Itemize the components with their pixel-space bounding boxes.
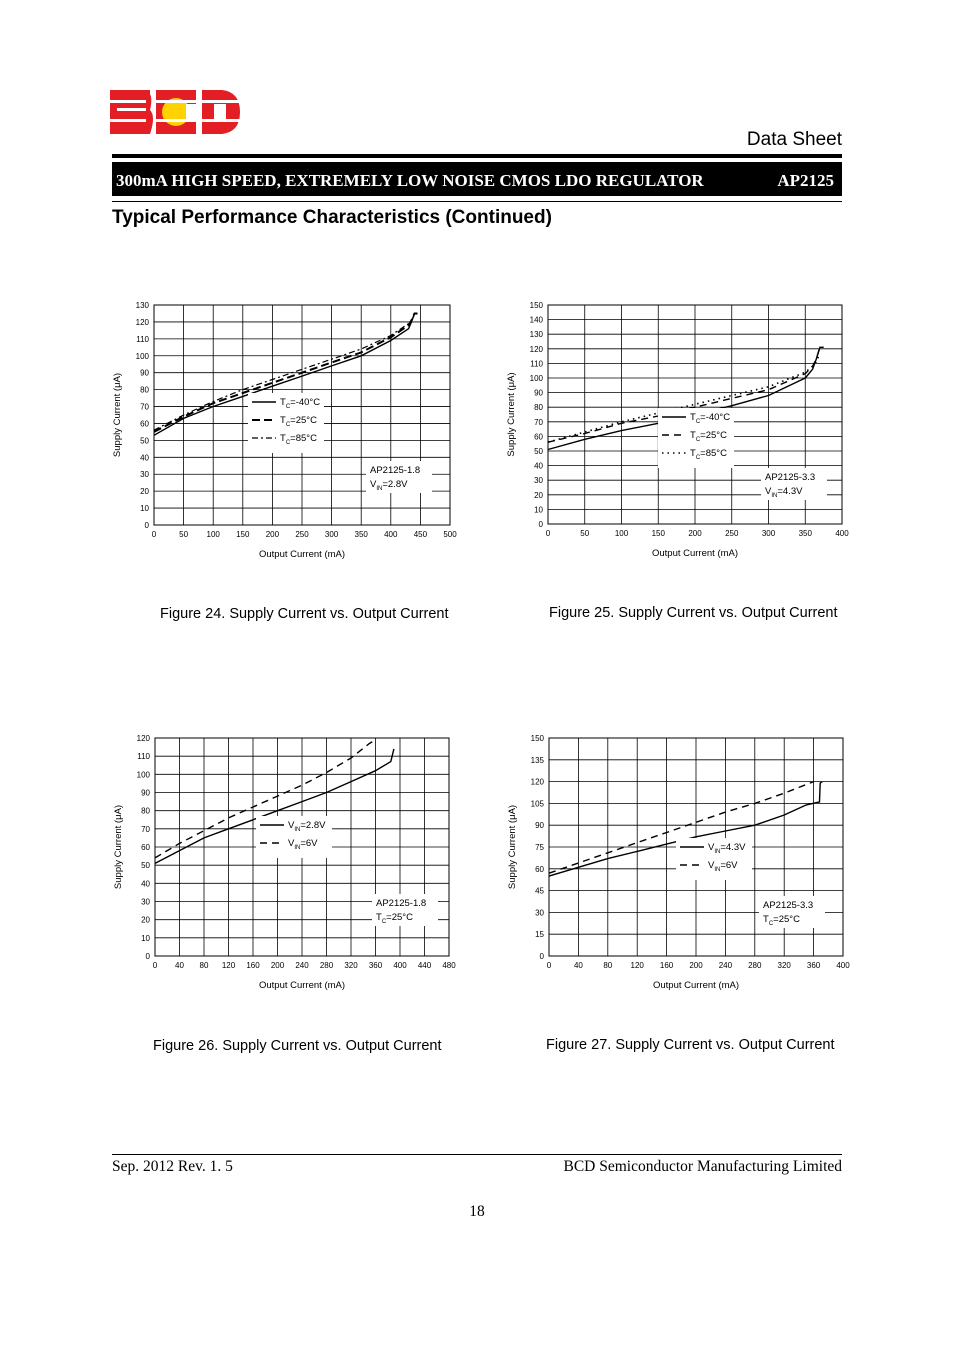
chart0-legend-label-1: $T_C=25^\circ C$ bbox=[280, 415, 317, 428]
chart3-annotation-rest: =25°C bbox=[773, 914, 800, 925]
chart0-xtick-label-3: 150 bbox=[236, 530, 250, 539]
footer-date-rev: Sep. 2012 Rev. 1. 5 bbox=[112, 1158, 233, 1175]
chart0-legend-rest-1: =25°C bbox=[290, 415, 317, 426]
chart1-legend-label-1: $T_C=25^\circ C$ bbox=[690, 430, 727, 443]
chart0-legend-sub-0: C bbox=[285, 404, 291, 410]
chart1-ytick-label-11: 110 bbox=[530, 359, 543, 369]
chart0-legend-label-0: $T_C=-40^\circ C$ bbox=[280, 397, 321, 410]
chart1-annotation-line2: $V_{IN}=4.3V$ bbox=[765, 486, 803, 499]
chart1-ytick-label-3: 30 bbox=[534, 476, 543, 486]
title-banner bbox=[112, 162, 842, 196]
chart2-ytick-label-8: 80 bbox=[141, 806, 150, 816]
chart0-xtick-label-8: 400 bbox=[384, 530, 398, 539]
chart1-xlabel: Output Current (mA) bbox=[651, 548, 739, 559]
chart3-annotation-line1: AP2125-3.3 bbox=[763, 900, 814, 911]
chart0-legend-rest-0: =-40°C bbox=[290, 397, 321, 408]
chart1-ytick-label-8: 80 bbox=[534, 403, 543, 413]
chart-figure-27 bbox=[495, 728, 875, 1003]
chart0-xtick-label-7: 350 bbox=[354, 530, 368, 539]
chart1-ytick-label-0: 0 bbox=[538, 520, 543, 529]
chart3-ytick-label-6: 90 bbox=[535, 821, 544, 831]
chart1-xtick-label-6: 300 bbox=[761, 529, 776, 538]
chart2-xtick-label-2: 80 bbox=[199, 961, 209, 970]
chart0-ytick-label-9: 90 bbox=[140, 368, 149, 378]
chart3-xlabel: Output Current (mA) bbox=[652, 980, 740, 991]
chart2-ytick-label-1: 10 bbox=[141, 933, 150, 943]
logo-text: BCD bbox=[110, 88, 113, 89]
header-underline bbox=[112, 201, 842, 202]
chart0-legend-label-2: $T_C=85^\circ C$ bbox=[280, 433, 317, 446]
chart2-xtick-label-5: 200 bbox=[270, 961, 285, 970]
chart0-ytick-label-11: 110 bbox=[136, 334, 149, 344]
chart0-ytick-label-7: 70 bbox=[140, 402, 149, 412]
chart-figure-24 bbox=[100, 295, 480, 570]
chart3-xtick-label-10: 400 bbox=[836, 961, 850, 970]
chart0-xtick-label-9: 450 bbox=[413, 530, 428, 539]
chart2-ytick-label-0: 0 bbox=[145, 952, 150, 961]
chart3-annotation-line2: $T_C=25^\circ C$ bbox=[763, 914, 800, 927]
chart3-xtick-label-2: 80 bbox=[603, 961, 613, 970]
chart3-legend-rest-0: =4.3V bbox=[720, 842, 746, 853]
chart1-legend-sub-0: C bbox=[695, 419, 701, 425]
chart0-legend-sub-2: C bbox=[285, 440, 291, 446]
chart3-xtick-label-5: 200 bbox=[689, 961, 703, 970]
caption-figure-24: Figure 24. Supply Current vs. Output Current bbox=[160, 606, 449, 622]
chart3-legend-sub-1: IN bbox=[714, 867, 721, 873]
chart0-ytick-label-10: 100 bbox=[135, 351, 149, 361]
chart2-ytick-label-4: 40 bbox=[141, 879, 150, 889]
chart1-legend-rest-1: =25°C bbox=[700, 430, 727, 441]
chart2-xtick-label-11: 440 bbox=[417, 961, 432, 970]
chart3-ytick-label-4: 60 bbox=[535, 864, 544, 874]
product-title: 300mA HIGH SPEED, EXTREMELY LOW NOISE CMOS LDO REGULATOR bbox=[116, 171, 704, 190]
chart2-ytick-label-7: 70 bbox=[141, 824, 150, 834]
chart0-xtick-label-10: 500 bbox=[443, 530, 457, 539]
chart0-legend-sub-1: C bbox=[285, 422, 291, 428]
chart0-xtick-label-4: 200 bbox=[265, 530, 280, 539]
bcd-logo bbox=[110, 88, 242, 136]
chart3-legend-label-1: $V_{IN}=6V$ bbox=[708, 860, 738, 873]
chart2-ytick-label-5: 50 bbox=[141, 861, 150, 871]
chart0-ytick-label-13: 130 bbox=[135, 301, 149, 310]
chart2-xtick-label-7: 280 bbox=[319, 961, 334, 970]
chart0-ytick-label-12: 120 bbox=[135, 317, 149, 327]
chart0-ytick-label-2: 20 bbox=[140, 487, 149, 497]
footer-company: BCD Semiconductor Manufacturing Limited bbox=[563, 1158, 842, 1175]
section-title: Typical Performance Characteristics (Continued) bbox=[112, 207, 552, 228]
chart1-ytick-label-7: 70 bbox=[534, 417, 543, 427]
chart1-ytick-label-12: 120 bbox=[529, 344, 543, 354]
chart3-annotation-sub: C bbox=[768, 921, 774, 927]
chart3-ytick-label-7: 105 bbox=[530, 799, 544, 809]
chart2-ytick-label-2: 20 bbox=[141, 915, 150, 925]
chart3-xtick-label-4: 160 bbox=[659, 961, 674, 970]
chart0-annotation-rest: =2.8V bbox=[382, 479, 408, 490]
chart0-ytick-label-1: 10 bbox=[140, 504, 149, 514]
chart1-ytick-label-15: 150 bbox=[529, 301, 543, 310]
chart0-legend-rest-2: =85°C bbox=[290, 433, 317, 444]
chart1-ytick-label-13: 130 bbox=[529, 330, 543, 340]
chart1-xtick-label-0: 0 bbox=[545, 529, 551, 538]
chart2-ytick-label-9: 90 bbox=[141, 788, 150, 798]
chart1-annotation-sub: IN bbox=[771, 493, 778, 499]
chart2-annotation-line1: AP2125-1.8 bbox=[376, 898, 427, 909]
chart3-legend-sub-0: IN bbox=[714, 849, 721, 855]
chart3-ytick-label-8: 120 bbox=[530, 777, 544, 787]
chart0-ytick-label-3: 30 bbox=[140, 470, 149, 480]
chart3-ytick-label-9: 135 bbox=[530, 755, 544, 765]
chart3-xtick-label-9: 360 bbox=[806, 961, 821, 970]
chart1-ylabel: Supply Current (μA) bbox=[506, 372, 517, 457]
chart1-ytick-label-1: 10 bbox=[534, 505, 543, 515]
chart1-xtick-label-8: 400 bbox=[835, 529, 849, 538]
chart1-legend-sub-1: C bbox=[695, 437, 701, 443]
chart3-xtick-label-0: 0 bbox=[546, 961, 552, 970]
chart0-annotation-line1: AP2125-1.8 bbox=[370, 465, 421, 476]
chart1-xtick-label-5: 250 bbox=[725, 529, 739, 538]
chart3-xtick-label-7: 280 bbox=[748, 961, 762, 970]
chart0-xtick-label-5: 250 bbox=[295, 530, 309, 539]
part-number: AP2125 bbox=[777, 171, 834, 190]
chart0-xtick-label-0: 0 bbox=[151, 530, 157, 539]
chart1-xtick-label-7: 350 bbox=[798, 529, 812, 538]
chart1-legend-label-0: $T_C=-40^\circ C$ bbox=[690, 412, 731, 425]
chart2-xtick-label-8: 320 bbox=[344, 961, 358, 970]
chart1-ytick-label-6: 60 bbox=[534, 432, 543, 442]
chart2-ytick-label-10: 100 bbox=[136, 770, 150, 780]
chart1-xtick-label-3: 150 bbox=[651, 529, 665, 538]
chart-figure-26 bbox=[100, 728, 480, 1003]
chart1-ytick-label-14: 140 bbox=[529, 315, 543, 325]
chart2-xtick-label-9: 360 bbox=[368, 961, 383, 970]
chart1-xtick-label-2: 100 bbox=[614, 529, 629, 538]
chart2-legend-label-0: $V_{IN}=2.8V$ bbox=[288, 820, 326, 833]
chart3-ytick-label-0: 0 bbox=[539, 952, 544, 961]
chart3-ytick-label-3: 45 bbox=[535, 886, 544, 896]
chart0-ytick-label-6: 60 bbox=[140, 419, 149, 429]
chart3-xtick-label-3: 120 bbox=[630, 961, 644, 970]
caption-figure-27: Figure 27. Supply Current vs. Output Current bbox=[546, 1037, 835, 1053]
chart1-ytick-label-5: 50 bbox=[534, 447, 543, 456]
chart2-annotation-rest: =25°C bbox=[386, 912, 413, 923]
chart2-xtick-label-10: 400 bbox=[393, 961, 407, 970]
chart2-legend-sub-0: IN bbox=[294, 827, 301, 833]
chart1-legend-rest-2: =85°C bbox=[700, 448, 727, 459]
chart0-xtick-label-1: 50 bbox=[179, 530, 189, 539]
chart1-xtick-label-1: 50 bbox=[580, 529, 590, 538]
chart2-xlabel: Output Current (mA) bbox=[258, 980, 346, 991]
chart0-xtick-label-2: 100 bbox=[206, 530, 220, 539]
chart1-xtick-label-4: 200 bbox=[688, 529, 702, 538]
chart1-legend-sub-2: C bbox=[695, 455, 701, 461]
chart0-xlabel: Output Current (mA) bbox=[258, 549, 346, 560]
caption-figure-25: Figure 25. Supply Current vs. Output Current bbox=[549, 605, 838, 621]
chart2-legend-label-1: $V_{IN}=6V$ bbox=[288, 838, 318, 851]
chart0-annotation-line2: $V_{IN}=2.8V$ bbox=[370, 479, 408, 492]
chart2-xtick-label-4: 160 bbox=[246, 961, 260, 970]
chart3-ytick-label-1: 15 bbox=[535, 930, 544, 940]
chart2-xtick-label-12: 480 bbox=[442, 961, 456, 970]
chart3-ylabel: Supply Current (μA) bbox=[507, 804, 518, 890]
doc-type-label: Data Sheet bbox=[746, 129, 842, 150]
chart1-ytick-label-9: 90 bbox=[534, 388, 543, 398]
chart-figure-25 bbox=[495, 295, 875, 570]
chart3-ytick-label-2: 30 bbox=[535, 908, 544, 918]
chart2-ytick-label-3: 30 bbox=[141, 897, 150, 907]
chart2-annotation-line2: $T_C=25^\circ C$ bbox=[376, 912, 413, 925]
chart3-xtick-label-8: 320 bbox=[777, 961, 791, 970]
chart0-ytick-label-5: 50 bbox=[140, 436, 149, 446]
chart1-annotation-rest: =4.3V bbox=[777, 486, 803, 497]
caption-figure-26: Figure 26. Supply Current vs. Output Current bbox=[153, 1038, 442, 1054]
chart2-legend-rest-1: =6V bbox=[300, 838, 318, 849]
chart2-ylabel: Supply Current (μA) bbox=[113, 804, 124, 890]
footer-rule bbox=[112, 1154, 842, 1155]
chart1-ytick-label-2: 20 bbox=[534, 490, 543, 500]
chart2-xtick-label-0: 0 bbox=[152, 961, 158, 970]
chart0-ytick-label-8: 80 bbox=[140, 385, 149, 395]
chart2-ytick-label-12: 120 bbox=[136, 734, 150, 743]
chart3-legend-rest-1: =6V bbox=[720, 860, 738, 871]
chart2-xtick-label-3: 120 bbox=[221, 961, 236, 970]
chart0-ytick-label-4: 40 bbox=[140, 453, 149, 463]
chart1-ytick-label-10: 100 bbox=[529, 374, 543, 383]
chart0-xtick-label-6: 300 bbox=[324, 530, 339, 539]
header-rule bbox=[112, 154, 842, 158]
chart0-annotation-sub: IN bbox=[376, 486, 383, 492]
chart0-ytick-label-0: 0 bbox=[144, 521, 149, 530]
chart2-legend-sub-1: IN bbox=[294, 845, 301, 851]
chart1-ytick-label-4: 40 bbox=[534, 461, 543, 471]
chart1-legend-label-2: $T_C=85^\circ C$ bbox=[690, 448, 727, 461]
chart3-legend-label-0: $V_{IN}=4.3V$ bbox=[708, 842, 746, 855]
chart3-ytick-label-10: 150 bbox=[530, 734, 544, 743]
chart2-ytick-label-6: 60 bbox=[141, 843, 150, 852]
chart3-ytick-label-5: 75 bbox=[535, 843, 544, 852]
chart1-annotation-line1: AP2125-3.3 bbox=[765, 472, 816, 483]
chart3-xtick-label-6: 240 bbox=[718, 961, 733, 970]
chart3-xtick-label-1: 40 bbox=[573, 961, 583, 970]
chart2-xtick-label-6: 240 bbox=[295, 961, 309, 970]
chart2-ytick-label-11: 110 bbox=[137, 752, 150, 762]
chart2-xtick-label-1: 40 bbox=[175, 961, 184, 970]
page-number: 18 bbox=[469, 1203, 485, 1220]
chart1-legend-rest-0: =-40°C bbox=[700, 412, 731, 423]
chart2-legend-rest-0: =2.8V bbox=[300, 820, 326, 831]
chart0-ylabel: Supply Current (μA) bbox=[112, 372, 123, 458]
chart2-annotation-sub: C bbox=[381, 919, 387, 925]
